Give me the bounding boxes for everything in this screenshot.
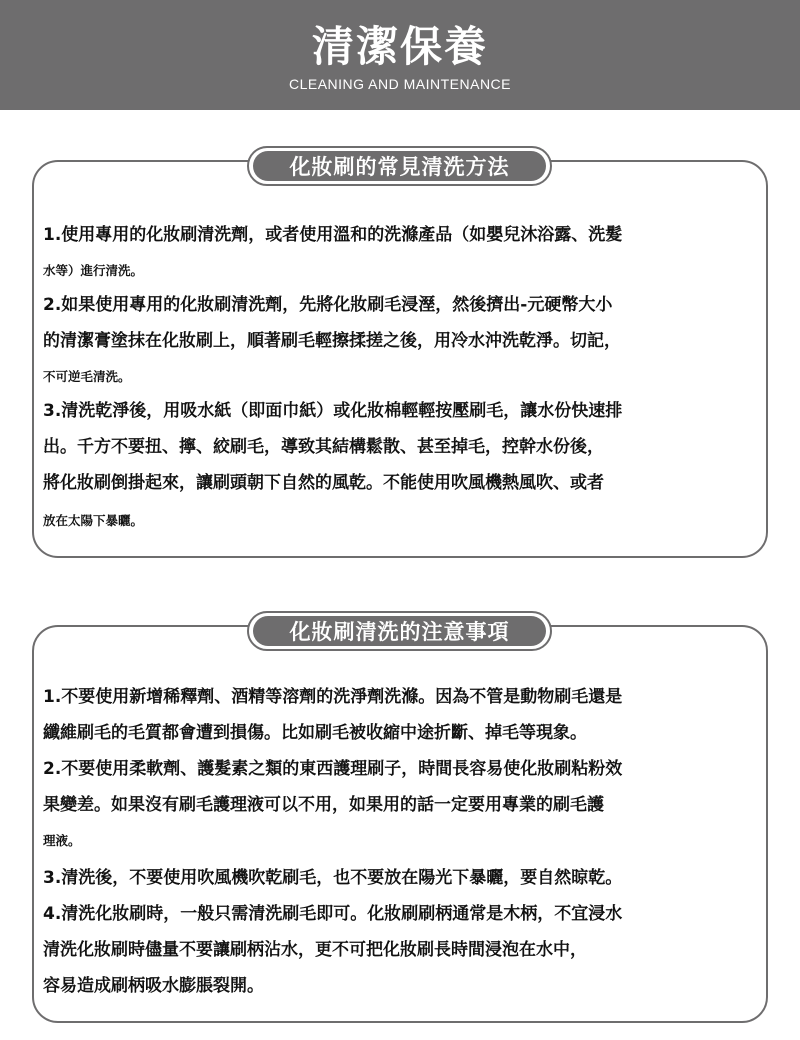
text-line: 1.使用專用的化妝刷清洗劑，或者使用溫和的洗滌產品（如嬰兒沐浴露、洗髮 bbox=[43, 222, 622, 248]
text-line: 果變差。如果沒有刷毛護理液可以不用，如果用的話一定要用專業的刷毛護 bbox=[43, 792, 604, 818]
text-line: 3.清洗乾淨後，用吸水紙（即面巾紙）或化妝棉輕輕按壓刷毛，讓水份快速排 bbox=[43, 398, 622, 424]
text-line: 的清潔膏塗抹在化妝刷上，順著刷毛輕擦揉搓之後，用冷水沖洗乾淨。切記， bbox=[43, 328, 621, 354]
text-line: 不可逆毛清洗。 bbox=[43, 364, 131, 390]
text-line: 2.如果使用專用的化妝刷清洗劑，先將化妝刷毛浸溼，然後擠出-元硬幣大小 bbox=[43, 292, 612, 318]
text-line: 2.不要使用柔軟劑、護髮素之類的東西護理刷子，時間長容易使化妝刷粘粉效 bbox=[43, 756, 622, 782]
text-line: 容易造成刷柄吸水膨脹裂開。 bbox=[43, 973, 264, 999]
page-title: 清潔保養 bbox=[311, 22, 488, 71]
text-line: 3.清洗後，不要使用吹風機吹乾刷毛，也不要放在陽光下暴曬，要自然晾乾。 bbox=[43, 865, 622, 891]
header-banner bbox=[0, 0, 800, 110]
section-heading-pill bbox=[247, 611, 552, 651]
text-line: 將化妝刷倒掛起來，讓刷頭朝下自然的風乾。不能使用吹風機熱風吹、或者 bbox=[43, 470, 604, 496]
text-line: 4.清洗化妝刷時，一般只需清洗刷毛即可。化妝刷刷柄通常是木柄，不宜浸水 bbox=[43, 901, 622, 927]
section-heading-pill bbox=[247, 146, 552, 186]
text-line: 水等）進行清洗。 bbox=[43, 258, 143, 284]
text-line: 1.不要使用新增稀釋劑、酒精等溶劑的洗淨劑洗滌。因為不管是動物刷毛還是 bbox=[43, 684, 622, 710]
text-line: 理液。 bbox=[43, 828, 81, 854]
text-line: 纖維刷毛的毛質都會遭到損傷。比如刷毛被收縮中途折斷、掉毛等現象。 bbox=[43, 720, 587, 746]
text-line: 出。千方不要扭、擰、絞刷毛，導致其結構鬆散、甚至掉毛，控幹水份後， bbox=[43, 434, 604, 460]
section-heading: 化妝刷清洗的注意事項 bbox=[253, 616, 546, 646]
text-line: 放在太陽下暴曬。 bbox=[43, 508, 143, 534]
section-card-cleaning-methods bbox=[32, 160, 768, 558]
text-line: 清洗化妝刷時儘量不要讓刷柄沾水，更不可把化妝刷長時間浸泡在水中， bbox=[43, 937, 587, 963]
page-subtitle: CLEANING AND MAINTENANCE bbox=[288, 76, 512, 92]
section-heading: 化妝刷的常見清洗方法 bbox=[253, 151, 546, 181]
